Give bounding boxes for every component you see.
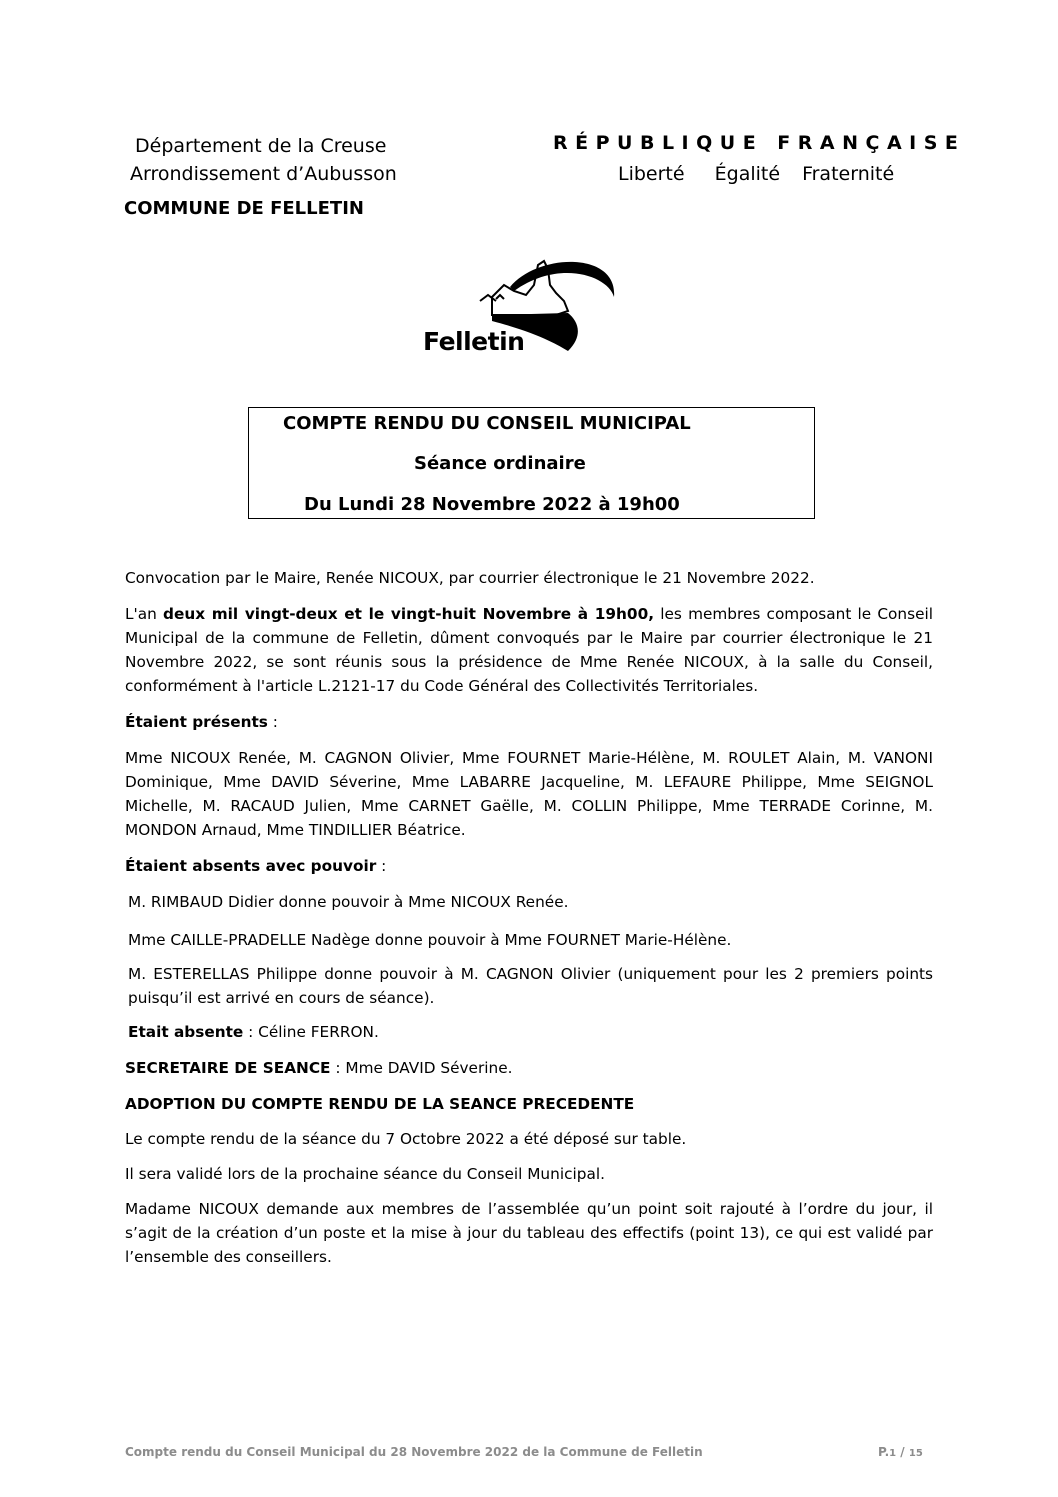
logo-text: Felletin xyxy=(423,327,525,356)
intro-post: les membres composant le Conseil Municipal de la commune de Felletin, dûment convoqués par le Maire par courrier électronique le 21 Novembre 2022, se sont réunis sous la présidence de Mme Renée NICOUX, à la salle du Conseil, conformément à l'article L.2121-17 du Code Général des Collectivités Territoriales. xyxy=(125,605,933,695)
republic-motto xyxy=(618,160,894,188)
absents-pouvoir-label: Étaient absents avec pouvoir xyxy=(125,857,377,875)
motto-egalite: Égalité xyxy=(714,163,781,185)
absents-pouvoir-colon: : xyxy=(376,857,387,875)
page-label: P. xyxy=(878,1445,890,1459)
pouvoir-item-1: M. RIMBAUD Didier donne pouvoir à Mme NICOUX Renée. xyxy=(128,893,569,911)
secretaire-value: : Mme DAVID Séverine. xyxy=(330,1059,513,1077)
intro-pre: L'an xyxy=(125,605,163,623)
page-separator: / xyxy=(896,1445,909,1459)
republic-title: RÉPUBLIQUE FRANÇAISE xyxy=(553,132,966,154)
absents-pouvoir-heading xyxy=(125,854,933,878)
presents-colon: : xyxy=(267,713,278,731)
title-line-1: COMPTE RENDU DU CONSEIL MUNICIPAL xyxy=(283,413,691,434)
adoption-paragraph-1: Le compte rendu de la séance du 7 Octobre 2022 a été déposé sur table. xyxy=(125,1130,687,1148)
presents-heading xyxy=(125,710,933,734)
intro-date: deux mil vingt-deux et le vingt-huit Novembre à 19h00, xyxy=(163,605,655,623)
motto-liberte: Liberté xyxy=(618,163,685,185)
page-number xyxy=(878,1445,923,1459)
secretaire-line xyxy=(125,1056,933,1080)
presents-list: Mme NICOUX Renée, M. CAGNON Olivier, Mme FOURNET Marie-Hélène, M. ROULET Alain, M. VANONI Dominique, Mme DAVID Séverine, Mme LABARRE Jacqueline, M. LEFAURE Philippe, Mme SEIGNOL Michelle, M. RACAUD Julien, Mme CARNET Gaëlle, M. COLLIN Philippe, Mme TERRADE Corinne, M. MONDON Arnaud, Mme TINDILLIER Béatrice. xyxy=(125,749,933,839)
secretaire-label: SECRETAIRE DE SEANCE xyxy=(125,1059,331,1077)
absente-value: : Céline FERRON. xyxy=(243,1023,379,1041)
adoption-paragraph-2: Il sera validé lors de la prochaine séance du Conseil Municipal. xyxy=(125,1165,605,1183)
page-current: 1 xyxy=(889,1448,897,1459)
title-line-2: Séance ordinaire xyxy=(414,453,586,474)
title-line-3: Du Lundi 28 Novembre 2022 à 19h00 xyxy=(304,494,680,515)
arrondissement-label: Arrondissement d’Aubusson xyxy=(130,163,397,185)
page-total: 15 xyxy=(908,1448,923,1459)
adoption-heading: ADOPTION DU COMPTE RENDU DE LA SEANCE PRECEDENTE xyxy=(125,1095,635,1113)
pouvoir-item-2: Mme CAILLE-PRADELLE Nadège donne pouvoir à Mme FOURNET Marie-Hélène. xyxy=(128,931,732,949)
convocation-text: Convocation par le Maire, Renée NICOUX, par courrier électronique le 21 Novembre 2022. xyxy=(125,569,815,587)
pouvoir-item-3: M. ESTERELLAS Philippe donne pouvoir à M. CAGNON Olivier (uniquement pour les 2 premiers points puisqu’il est arrivé en cours de séance). xyxy=(128,965,933,1007)
absente-line xyxy=(128,1020,936,1044)
adoption-paragraph-3: Madame NICOUX demande aux membres de l’assemblée qu’un point soit rajouté à l’ordre du jour, il s’agit de la création d’un poste et la mise à jour du tableau des effectifs (point 13), ce qui est validé par l’ensemble des conseillers. xyxy=(125,1200,933,1266)
footer-text: Compte rendu du Conseil Municipal du 28 Novembre 2022 de la Commune de Felletin xyxy=(125,1445,703,1459)
intro-paragraph xyxy=(125,602,933,698)
felletin-logo xyxy=(418,255,628,360)
department-label: Département de la Creuse xyxy=(135,135,387,157)
commune-name: COMMUNE DE FELLETIN xyxy=(124,198,364,219)
absente-label: Etait absente xyxy=(128,1023,244,1041)
presents-heading-label: Étaient présents xyxy=(125,713,268,731)
motto-fraternite: Fraternité xyxy=(802,163,895,185)
title-box xyxy=(248,407,815,519)
